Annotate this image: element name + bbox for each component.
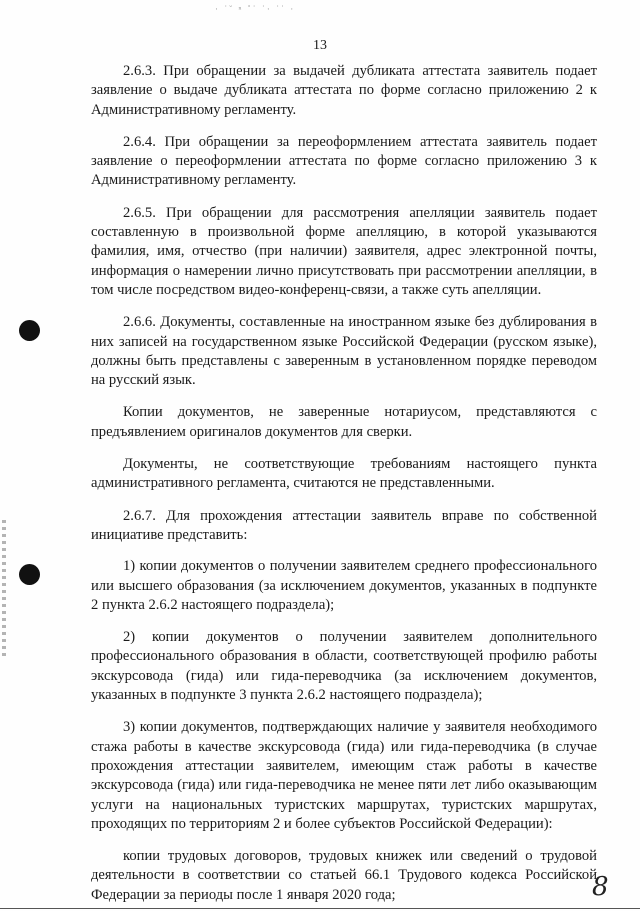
scan-noise: · ˙˘ ⁿ ˚˙ ˙· ˙˙ ·: [215, 4, 296, 14]
paragraph-2-6-6: 2.6.6. Документы, составленные на иностранном языке без дублирования в них записей на государственном языке Российской Федерации (русском языке), должны быть представлены с заверенным в установленном порядке переводом на русский язык.: [91, 314, 597, 389]
punch-hole: [19, 320, 40, 341]
list-item-3: 3) копии документов, подтверждающих наличие у заявителя необходимого стажа работы в качестве экскурсовода (гида) или гида-переводчика (в случае прохождения аттестации заявителем, имеющим стаж работы в качестве экскурсовода (гида) или гида-переводчика не менее пяти лет либо оказывающим услуги на национальных туристских маршрутах, туристских маршрутах, проходящих по территориям 2 и более субъектов Российской Федерации):: [91, 719, 597, 832]
paragraph-2-6-3: 2.6.3. При обращении за выдачей дубликата аттестата заявитель подает заявление о выдаче дубликата аттестата по форме согласно приложению 2 к Административному регламенту.: [91, 63, 597, 118]
paragraph-not-accepted: Документы, не соответствующие требованиям настоящего пункта административного регламента, считаются не представленными.: [91, 456, 597, 492]
scan-edge-marks: [2, 520, 6, 660]
page-number: 13: [313, 38, 327, 53]
punch-hole: [19, 564, 40, 585]
document-body: [91, 62, 597, 918]
paragraph-2-6-7: 2.6.7. Для прохождения аттестации заявитель вправе по собственной инициативе представить:: [91, 507, 597, 543]
paragraph-2-6-4: 2.6.4. При обращении за переоформлением аттестата заявитель подает заявление о переоформлении аттестата по форме согласно приложению 3 к Административному регламенту.: [91, 133, 597, 189]
paragraph-2-6-5: 2.6.5. При обращении для рассмотрения апелляции заявитель подает составленную в произвольной форме апелляцию, в которой указываются фамилия, имя, отчество (при наличии) заявителя, адрес электронной почты, информация о намерении лично присутствовать при рассмотрении апелляции, в том числе посредством видео-конференц-связи, а также суть апелляции.: [91, 204, 597, 298]
paragraph-labor-contracts: копии трудовых договоров, трудовых книжек или сведений о трудовой деятельности в соответствии со статьей 66.1 Трудового кодекса Российской Федерации за периоды после 1 января 2020 года;: [91, 848, 597, 903]
list-item-1: 1) копии документов о получении заявителем среднего профессионального или высшего образования (за исключением документов, указанных в подпункте 2 пункта 2.6.2 настоящего подраздела);: [91, 558, 597, 613]
list-item-2: 2) копии документов о получении заявителем дополнительного профессионального образования в области, соответствующей профилю работы экскурсовода (гида) или гида-переводчика (за исключением документов, указанных в подпункте 3 пункта 2.6.2 настоящего подраздела);: [91, 629, 597, 704]
page-bottom-edge: [0, 908, 640, 909]
handwritten-page-mark: 8: [592, 872, 609, 902]
paragraph-copies-notary: Копии документов, не заверенные нотариусом, представляются с предъявлением оригиналов документов для сверки.: [91, 404, 597, 440]
